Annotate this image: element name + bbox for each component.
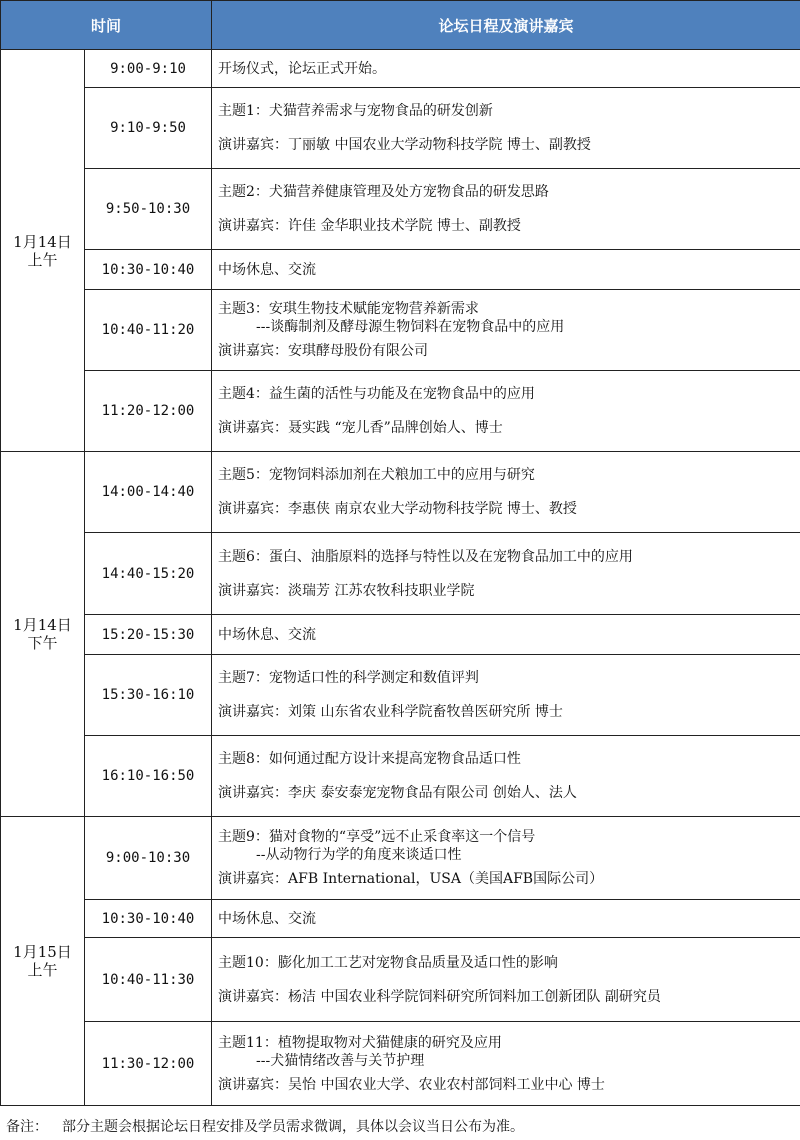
table-row	[1, 50, 800, 88]
table-row	[1, 938, 800, 1022]
time-slot: 10:30-10:40	[85, 900, 212, 938]
session-title: 主题10：膨化加工工艺对宠物食品质量及适口性的影响	[218, 954, 558, 971]
session-title: 主题4：益生菌的活性与功能及在宠物食品中的应用	[218, 386, 535, 402]
session-speaker: 演讲嘉宾：吴怡 中国农业大学、农业农村部饲料工业中心 博士	[218, 1076, 605, 1093]
day-label: 1月14日 上午	[1, 50, 85, 452]
session-title: 中场休息、交流	[218, 261, 317, 278]
time-slot: 16:10-16:50	[85, 736, 212, 817]
time-slot: 11:20-12:00	[85, 371, 212, 452]
session-title: 主题9：猫对食物的“享受”远不止采食率这一个信号	[218, 829, 536, 845]
time-slot: 10:30-10:40	[85, 250, 212, 290]
table-row	[1, 615, 800, 655]
footnote-text: 部分主题会根据论坛日程安排及学员需求微调，具体以会议当日公布为准。	[62, 1119, 524, 1135]
session-title: 主题5：宠物饲料添加剂在犬粮加工中的应用与研究	[218, 467, 535, 483]
session-content	[212, 900, 800, 938]
session-title: 主题2：犬猫营养健康管理及处方宠物食品的研发思路	[218, 184, 549, 200]
footnote	[6, 1116, 524, 1136]
table-row	[1, 452, 800, 533]
session-content	[212, 615, 800, 655]
table-row	[1, 169, 800, 250]
session-content	[212, 371, 800, 452]
session-title: 中场休息、交流	[218, 626, 317, 643]
session-content	[212, 169, 800, 250]
table-row	[1, 900, 800, 938]
header-row	[1, 1, 800, 50]
table-row	[1, 533, 800, 615]
session-content	[212, 938, 800, 1022]
session-speaker: 演讲嘉宾：李庆 泰安泰宠宠物食品有限公司 创始人、法人	[218, 785, 577, 801]
time-slot: 14:40-15:20	[85, 533, 212, 615]
table-row	[1, 371, 800, 452]
session-speaker: 演讲嘉宾：许佳 金华职业技术学院 博士、副教授	[218, 218, 521, 234]
table-row	[1, 290, 800, 371]
session-speaker: 演讲嘉宾：刘策 山东省农业科学院畜牧兽医研究所 博士	[218, 704, 563, 720]
time-slot: 15:20-15:30	[85, 615, 212, 655]
session-speaker: 演讲嘉宾：丁丽敏 中国农业大学动物科技学院 博士、副教授	[218, 137, 591, 153]
session-content	[212, 50, 800, 88]
table-row	[1, 250, 800, 290]
time-slot: 9:50-10:30	[85, 169, 212, 250]
day-label: 1月15日 上午	[1, 817, 85, 1106]
session-subtitle: ---谈酶制剂及酵母源生物饲料在宠物食品中的应用	[256, 319, 565, 335]
session-speaker: 演讲嘉宾：AFB International，USA（美国AFB国际公司）	[218, 871, 604, 887]
session-title: 主题3：安琪生物技术赋能宠物营养新需求	[218, 301, 479, 317]
table-row	[1, 1022, 800, 1106]
session-title: 中场休息、交流	[218, 910, 317, 927]
session-speaker: 演讲嘉宾：聂实践 “宠儿香”品牌创始人、博士	[218, 420, 503, 436]
session-content	[212, 736, 800, 817]
session-content	[212, 88, 800, 169]
session-title: 主题6：蛋白、油脂原料的选择与特性以及在宠物食品加工中的应用	[218, 548, 633, 565]
header-agenda: 论坛日程及演讲嘉宾	[212, 1, 800, 50]
table-row	[1, 817, 800, 900]
time-slot: 15:30-16:10	[85, 655, 212, 736]
time-slot: 10:40-11:20	[85, 290, 212, 371]
session-subtitle: --从动物行为学的角度来谈适口性	[256, 847, 462, 863]
table-row	[1, 736, 800, 817]
session-title: 主题7：宠物适口性的科学测定和数值评判	[218, 670, 479, 686]
time-slot: 11:30-12:00	[85, 1022, 212, 1106]
session-title: 主题11：植物提取物对犬猫健康的研究及应用	[218, 1034, 502, 1051]
session-speaker: 演讲嘉宾：杨洁 中国农业科学院饲料研究所饲料加工创新团队 副研究员	[218, 988, 661, 1005]
session-title: 主题1：犬猫营养需求与宠物食品的研发创新	[218, 103, 493, 119]
footnote-label: 备注：	[6, 1119, 48, 1135]
session-content	[212, 452, 800, 533]
time-slot: 9:00-9:10	[85, 50, 212, 88]
session-content	[212, 533, 800, 615]
session-subtitle: ---犬猫情绪改善与关节护理	[256, 1052, 425, 1069]
session-content	[212, 250, 800, 290]
session-title: 主题8：如何通过配方设计来提高宠物食品适口性	[218, 751, 521, 767]
header-time: 时间	[1, 1, 212, 50]
time-slot: 14:00-14:40	[85, 452, 212, 533]
session-content	[212, 1022, 800, 1106]
session-speaker: 演讲嘉宾：李惠侠 南京农业大学动物科技学院 博士、教授	[218, 501, 577, 517]
session-content	[212, 817, 800, 900]
time-slot: 9:00-10:30	[85, 817, 212, 900]
table-row	[1, 88, 800, 169]
session-speaker: 演讲嘉宾：淡瑞芳 江苏农牧科技职业学院	[218, 582, 475, 599]
session-content	[212, 655, 800, 736]
day-label: 1月14日 下午	[1, 452, 85, 817]
time-slot: 9:10-9:50	[85, 88, 212, 169]
session-content	[212, 290, 800, 371]
session-title: 开场仪式，论坛正式开始。	[218, 60, 387, 77]
table-row	[1, 655, 800, 736]
time-slot: 10:40-11:30	[85, 938, 212, 1022]
session-speaker: 演讲嘉宾：安琪酵母股份有限公司	[218, 343, 429, 359]
